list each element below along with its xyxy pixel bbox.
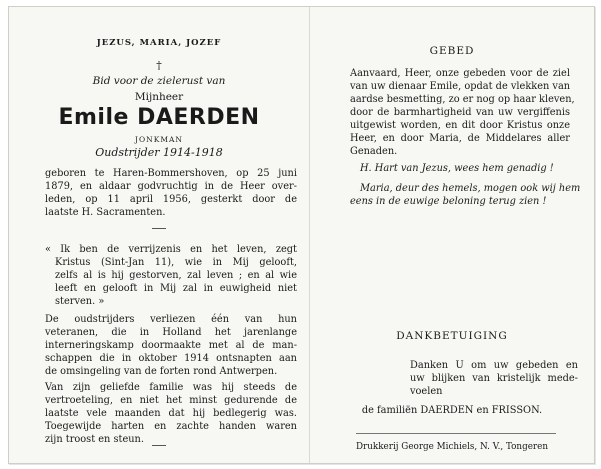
divider <box>152 228 166 229</box>
printer-credit: Drukkerij George Michiels, N. V., Tongeren <box>355 442 549 452</box>
header-invocation: JEZUS, MARIA, JOZEF <box>96 38 222 48</box>
thanks-paragraph: Danken U om uw gebeden en uw blijken van kristelijk mede- voelen <box>410 360 578 397</box>
prayer-paragraph: Aanvaard, Heer, onze gebeden voor de ziel van uw dienaar Emile, opdat de vlekken van aardse besmetting, zo er nog op haar kleven, door de barmhartigheid van uw vergiffenis uitgewist worden, en dit door Kristus onze Heer, en door Maria, de Middelares aller Genaden. <box>350 68 575 157</box>
invocation-sacred-heart: H. Hart van Jezus, wees hem genadig ! <box>360 163 554 174</box>
deceased-name: Emile DAERDEN <box>58 105 260 130</box>
veteran-line: Oudstrijder 1914-1918 <box>95 146 223 159</box>
civil-status: JONKMAN <box>135 135 183 144</box>
left-panel <box>9 7 309 463</box>
prayer-title: GEBED <box>429 45 475 57</box>
scripture-quote: « Ik ben de verrijzenis en het leven, zegt Kristus (Sint-Jan 11), wie in Mij gelooft, zelfs al is hij gestorven, zal leven ; en al wie leeft en gelooft in Mij zal in euwigheid niet sterven. » <box>45 244 297 307</box>
family-paragraph: Van zijn geliefde familie was hij steeds de vertroeteling, en niet het minst gedurende de laatste vele maanden dat hij bedlegerig was. Toegewijde harten en zachte handen waren zijn troost en steun. <box>45 382 297 445</box>
cross-symbol: † <box>156 59 162 72</box>
veterans-paragraph: De oudstrijders verliezen één van hun veteranen, die in Holland het jarenlange interneringskamp doormaakte met al de man- schappen die in oktober 1914 ontsnapten aan de omsingeling van de forten rond Antwerpen. <box>45 314 297 377</box>
memorial-card <box>8 6 595 464</box>
honorific: Mijnheer <box>134 91 184 103</box>
right-panel <box>310 7 594 463</box>
thanks-title: DANKBETUIGING <box>396 330 508 342</box>
prayer-request: Bid voor de zielerust van <box>92 75 226 87</box>
printer-rule <box>356 433 556 434</box>
birth-death-paragraph: geboren te Haren-Bommershoven, op 25 juni 1879, en aldaar godvruchtig in de Heer over- leden, op 11 april 1956, gesterkt door de laatste H. Sacramenten. <box>45 168 297 218</box>
bottom-divider <box>152 445 166 446</box>
family-signature: de familiën DAERDEN en FRISSON. <box>361 405 543 416</box>
invocation-mary: Maria, deur des hemels, mogen ook wij hem eens in de euwige beloning terug zien ! <box>350 183 581 207</box>
